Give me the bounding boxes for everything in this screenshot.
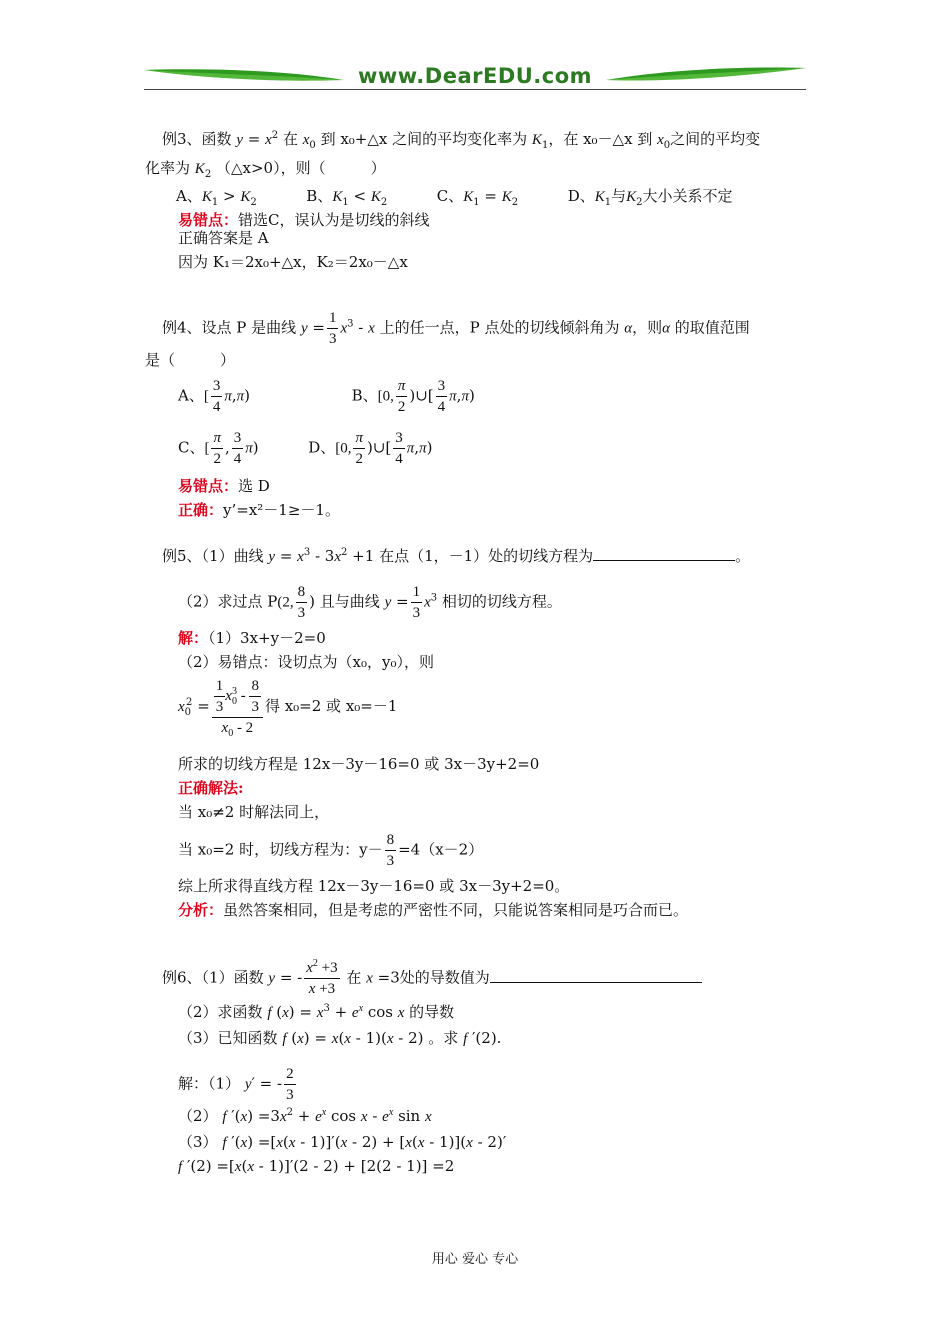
ex4-correct: 正确：y’=x²－1≥－1。 <box>178 501 340 519</box>
ex5-fraction-equation: $x_0^2$ = $\frac{1}{3}$ $x_0^3$ - $\frac{8}{3}$ $x_0 - 2$ 得 x₀=2 或 x₀=－1 <box>178 678 398 739</box>
ex6-sol3: （3） f ′(x) =[x(x - 1)]′(x - 2) + [x(x - 1)](x - 2)′ <box>178 1133 507 1151</box>
ex5-sol2: （2）易错点：设切点为（x₀，y₀），则 <box>178 653 435 671</box>
ex6-sol3-result: f ′(2) =[x(x - 1)]′(2 - 2) + [2(2 - 1)] =2 <box>178 1157 455 1175</box>
ex5-line1: 例5、（1）曲线 $y = x^3 - 3x^2 +1$ 在点（1，－1）处的切线方程为 。 <box>162 547 751 565</box>
ex5-sol1: 解：（1）3x+y－2=0 <box>178 629 326 647</box>
ex6-answer-blank[interactable] <box>490 968 702 983</box>
ex5-case1: 当 x₀≠2 时解法同上， <box>178 803 330 821</box>
ex4-options-ab: A、[ $\frac{3}{4}$ π,π) B、[0, $\frac{\pi}{2}$ )∪[ $\frac{3}{4}$ π,π) <box>178 378 475 415</box>
ex5-correct-label: 正确解法: <box>178 779 244 797</box>
ex3-line1: 例3、函数 $y = x^2$ 在 $x_0$ 到 x₀+△x 之间的平均变化率为 $K_1$，在 x₀－△x 到 $x_0$之间的平均变 <box>162 130 761 151</box>
ex3-line2: 化率为 $K_2$ （△x>0），则（ ） <box>145 159 386 180</box>
ex5-answer-blank[interactable] <box>593 546 735 561</box>
ex5-analysis: 分析：虽然答案相同，但是考虑的严密性不同，只能说答案相同是巧合而已。 <box>178 901 689 919</box>
ex4-options-cd: C、[ $\frac{\pi}{2}$ , $\frac{3}{4}$ π) D、[0, $\frac{\pi}{2}$ )∪[ $\frac{3}{4}$ π,π) <box>178 430 433 467</box>
ex6-sol1: 解：（1） y′ = - $\frac{2}{3}$ <box>178 1066 294 1103</box>
ex3-options: A、$K_1 > K_2$ B、$K_1 < K_2$ C、$K_1 = K_2$ D、$K_1$与$K_2$大小关系不定 <box>176 187 733 208</box>
ex6-sol2: （2） f $'(x) =3x^2 + e^x$ cos x - $e^x$ sin x <box>178 1107 432 1125</box>
ex4-error: 易错点：选 D <box>178 477 270 495</box>
ex5-tangent: 所求的切线方程是 12x－3y－16=0 或 3x－3y+2=0 <box>178 755 540 773</box>
ex5-case2: 当 x₀=2 时，切线方程为：y－ $\frac{8}{3}$ =4（x－2） <box>178 832 484 869</box>
ex5-line2: （2）求过点 P(2, $\frac{8}{3}$ ) 且与曲线 y = $\frac{1}{3}$ $x^3$ 相切的切线方程。 <box>178 584 562 621</box>
header-banner <box>144 60 806 92</box>
ex3-error: 易错点：错选C，误认为是切线的斜线 <box>178 211 430 229</box>
site-logo[interactable]: www.DearEDU.com <box>357 64 593 88</box>
ex4-line2: 是（ ） <box>145 351 236 369</box>
header-rule <box>144 89 806 90</box>
ex6-line1: 例6、（1）函数 y = - $\frac{x^2 +3}{x +3}$ 在 x =3处的导数值为 <box>162 958 702 999</box>
footer-text: 用心 爱心 专心 <box>431 1252 519 1267</box>
ex3-because: 因为 K₁＝2x₀+△x，K₂＝2x₀－△x <box>178 253 408 271</box>
ex4-line1: 例4、设点 P 是曲线 y = $\frac{1}{3}$ $x^3$ - x 上的任一点，P 点处的切线倾斜角为 α，则α 的取值范围 <box>162 310 750 347</box>
ex3-answer: 正确答案是 A <box>178 229 269 247</box>
ex5-summary: 综上所求得直线方程 12x－3y－16=0 或 3x－3y+2=0。 <box>178 877 570 895</box>
ex6-line2: （2）求函数 f $(x) = x^3 + e^x$ cos x 的导数 <box>178 1003 455 1021</box>
ex6-line3: （3）已知函数 f (x) = x(x - 1)(x - 2) 。求 f ′(2). <box>178 1029 502 1047</box>
